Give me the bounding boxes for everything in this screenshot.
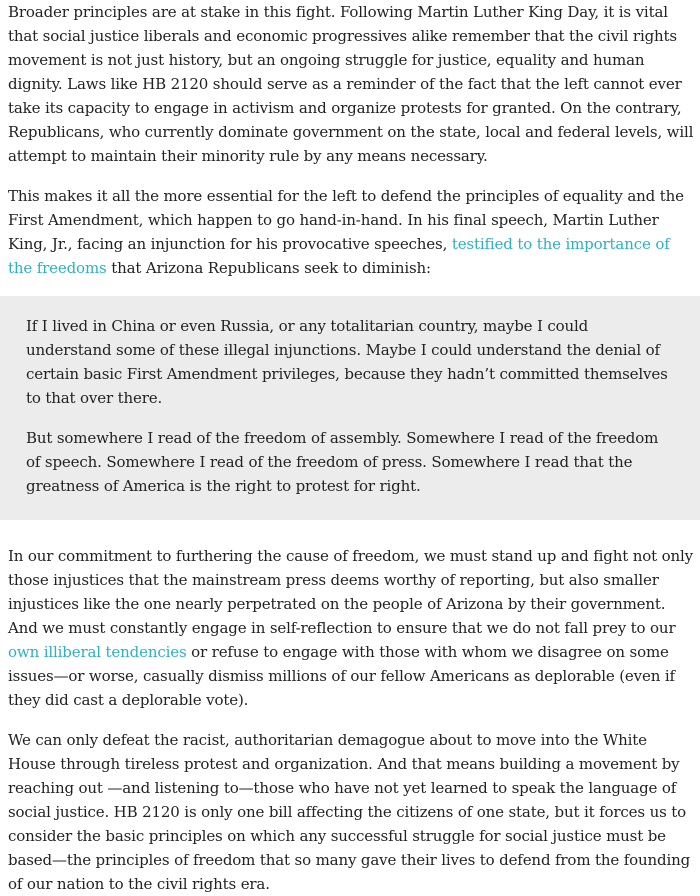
quote-paragraph-2: But somewhere I read of the freedom of assembly. Somewhere I read of the freedom of speech. Somewhere I read of the freedom of press. Somewhere I read that the greatness of America is the right to protest for right. bbox=[26, 429, 659, 495]
quote-paragraph-1: If I lived in China or even Russia, or any totalitarian country, maybe I could understand some of these illegal injunctions. Maybe I could understand the denial of certain basic First Amendment privileges, because they hadn’t committed themselves to that over there. bbox=[26, 317, 668, 407]
paragraph-2-text-before: This makes it all the more essential for the left to defend the principles of equality and the First Amendment, which happen to go hand-in-hand. In his final speech, Martin Luther King, Jr., facing an injunction for his provocative speeches, bbox=[8, 187, 684, 253]
illiberal-tendencies-link[interactable]: own illiberal tendencies bbox=[8, 643, 187, 661]
freedoms-link[interactable]: testified to the importance of the freedoms bbox=[8, 235, 670, 277]
paragraph-3-text-before: In our commitment to furthering the cause of freedom, we must stand up and fight not only those injustices that the mainstream press deems worthy of reporting, but also smaller injustices like the one nearly perpetrated on the people of Arizona by their government. And we must constantly engage in self-reflection to ensure that we do not fall prey to our bbox=[8, 547, 693, 637]
paragraph-1: Broader principles are at stake in this fight. Following Martin Luther King Day, it is vital that social justice liberals and economic progressives alike remember that the civil rights movement is not just history, but an ongoing struggle for justice, equality and human dignity. Laws like HB 2120 should serve as a reminder of the fact that the left cannot ever take its capacity to engage in activism and organize protests for granted. On the contrary, Republicans, who currently dominate government on the state, local and federal levels, will attempt to maintain their minority rule by any means necessary. bbox=[8, 3, 694, 165]
paragraph-4: We can only defeat the racist, authoritarian demagogue about to move into the White House through tireless protest and organization. And that means building a movement by reaching out —and listening to—those who have not yet learned to speak the language of social justice. HB 2120 is only one bill affecting the citizens of one state, but it forces us to consider the basic principles on which any successful struggle for social justice must be based—the principles of freedom that so many gave their lives to defend from the founding of our nation to the civil rights era. bbox=[8, 731, 691, 893]
paragraph-2-text-after: that Arizona Republicans seek to diminish: bbox=[106, 259, 431, 277]
paragraph-3 bbox=[8, 544, 694, 712]
mlk-quote bbox=[0, 296, 700, 520]
paragraph-3-text-after: or refuse to engage with those with whom we disagree on some issues—or worse, casually dismiss millions of our fellow Americans as deplorable (even if they did cast a deplorable vote). bbox=[8, 643, 675, 709]
paragraph-2 bbox=[8, 184, 694, 280]
